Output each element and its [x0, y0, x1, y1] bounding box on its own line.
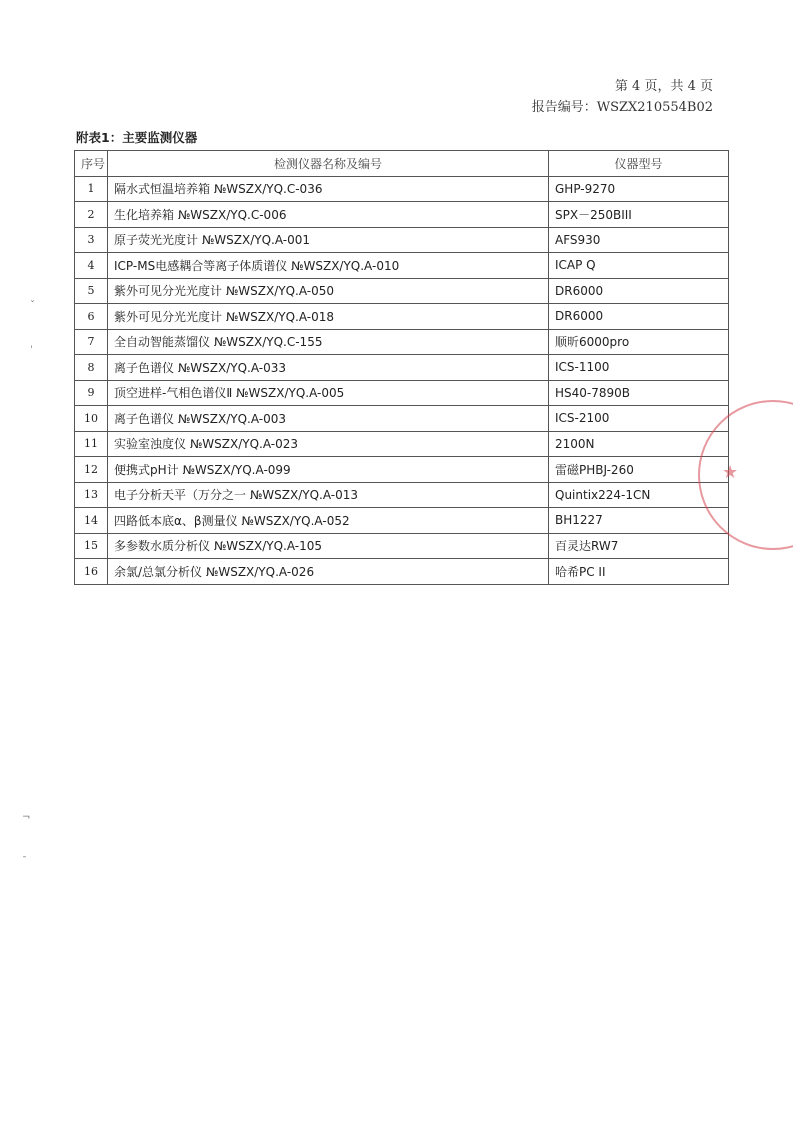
- row-index: 3: [75, 227, 108, 253]
- instrument-name: 实验室浊度仪 №WSZX/YQ.A-023: [108, 431, 549, 457]
- instrument-name: 离子色谱仪 №WSZX/YQ.A-003: [108, 406, 549, 432]
- row-index: 2: [75, 202, 108, 228]
- instrument-name: 顶空进样-气相色谱仪Ⅱ №WSZX/YQ.A-005: [108, 380, 549, 406]
- table-row: [75, 406, 729, 432]
- table-row: [75, 508, 729, 534]
- table-row: [75, 304, 729, 330]
- table-row: [75, 176, 729, 202]
- instrument-name: 生化培养箱 №WSZX/YQ.C-006: [108, 202, 549, 228]
- instrument-name: 电子分析天平（万分之一 №WSZX/YQ.A-013: [108, 482, 549, 508]
- instrument-model: 哈希PC II: [549, 559, 729, 585]
- table-row: [75, 329, 729, 355]
- instrument-model: 百灵达RW7: [549, 533, 729, 559]
- instrument-model: HS40-7890B: [549, 380, 729, 406]
- instrument-name: 离子色谱仪 №WSZX/YQ.A-033: [108, 355, 549, 381]
- instrument-model: DR6000: [549, 304, 729, 330]
- row-index: 13: [75, 482, 108, 508]
- instrument-name: 隔水式恒温培养箱 №WSZX/YQ.C-036: [108, 176, 549, 202]
- row-index: 15: [75, 533, 108, 559]
- instrument-name: 紫外可见分光光度计 №WSZX/YQ.A-018: [108, 304, 549, 330]
- table-header-row: [75, 151, 729, 177]
- row-index: 14: [75, 508, 108, 534]
- row-index: 7: [75, 329, 108, 355]
- row-index: 6: [75, 304, 108, 330]
- row-index: 12: [75, 457, 108, 483]
- instrument-model: SPX－250BIII: [549, 202, 729, 228]
- instrument-model: ICS-2100: [549, 406, 729, 432]
- table-row: [75, 533, 729, 559]
- row-index: 8: [75, 355, 108, 381]
- table-row: [75, 253, 729, 279]
- header-instrument-model: 仪器型号: [549, 151, 729, 177]
- row-index: 1: [75, 176, 108, 202]
- instrument-name: 全自动智能蒸馏仪 №WSZX/YQ.C-155: [108, 329, 549, 355]
- instrument-name: 余氯/总氯分析仪 №WSZX/YQ.A-026: [108, 559, 549, 585]
- row-index: 4: [75, 253, 108, 279]
- instrument-model: 雷磁PHBJ-260: [549, 457, 729, 483]
- instrument-name: 紫外可见分光光度计 №WSZX/YQ.A-050: [108, 278, 549, 304]
- row-index: 9: [75, 380, 108, 406]
- page-header: [532, 76, 713, 118]
- instrument-name: 便携式pH计 №WSZX/YQ.A-099: [108, 457, 549, 483]
- header-index: 序号: [75, 151, 108, 177]
- page-info: 第 4 页，共 4 页: [614, 79, 713, 94]
- instrument-model: 顺昕6000pro: [549, 329, 729, 355]
- report-number: 报告编号：WSZX210554B02: [531, 100, 713, 115]
- instrument-name: 原子荧光光度计 №WSZX/YQ.A-001: [108, 227, 549, 253]
- row-index: 5: [75, 278, 108, 304]
- table-row: [75, 227, 729, 253]
- seal-star-icon: ★: [722, 462, 739, 483]
- table-row: [75, 431, 729, 457]
- scan-mark: ¬: [22, 812, 31, 823]
- scan-mark: ˇ: [30, 300, 35, 311]
- instrument-model: AFS930: [549, 227, 729, 253]
- row-index: 16: [75, 559, 108, 585]
- instrument-table: [74, 150, 729, 585]
- appendix-title: 附表1：主要监测仪器: [76, 130, 198, 145]
- instrument-model: ICAP Q: [549, 253, 729, 279]
- row-index: 11: [75, 431, 108, 457]
- table-row: [75, 380, 729, 406]
- instrument-name: 四路低本底α、β测量仪 №WSZX/YQ.A-052: [108, 508, 549, 534]
- instrument-model: BH1227: [549, 508, 729, 534]
- scan-mark: ˉ: [22, 856, 27, 867]
- instrument-model: DR6000: [549, 278, 729, 304]
- table-row: [75, 202, 729, 228]
- instrument-name: ICP-MS电感耦合等离子体质谱仪 №WSZX/YQ.A-010: [108, 253, 549, 279]
- instrument-name: 多参数水质分析仪 №WSZX/YQ.A-105: [108, 533, 549, 559]
- table-row: [75, 482, 729, 508]
- scan-mark: ˈ: [30, 345, 33, 356]
- table-row: [75, 278, 729, 304]
- header-instrument-name: 检测仪器名称及编号: [108, 151, 549, 177]
- instrument-model: GHP-9270: [549, 176, 729, 202]
- instrument-model: Quintix224-1CN: [549, 482, 729, 508]
- table-row: [75, 457, 729, 483]
- instrument-model: 2100N: [549, 431, 729, 457]
- table-row: [75, 355, 729, 381]
- table-row: [75, 559, 729, 585]
- instrument-model: ICS-1100: [549, 355, 729, 381]
- row-index: 10: [75, 406, 108, 432]
